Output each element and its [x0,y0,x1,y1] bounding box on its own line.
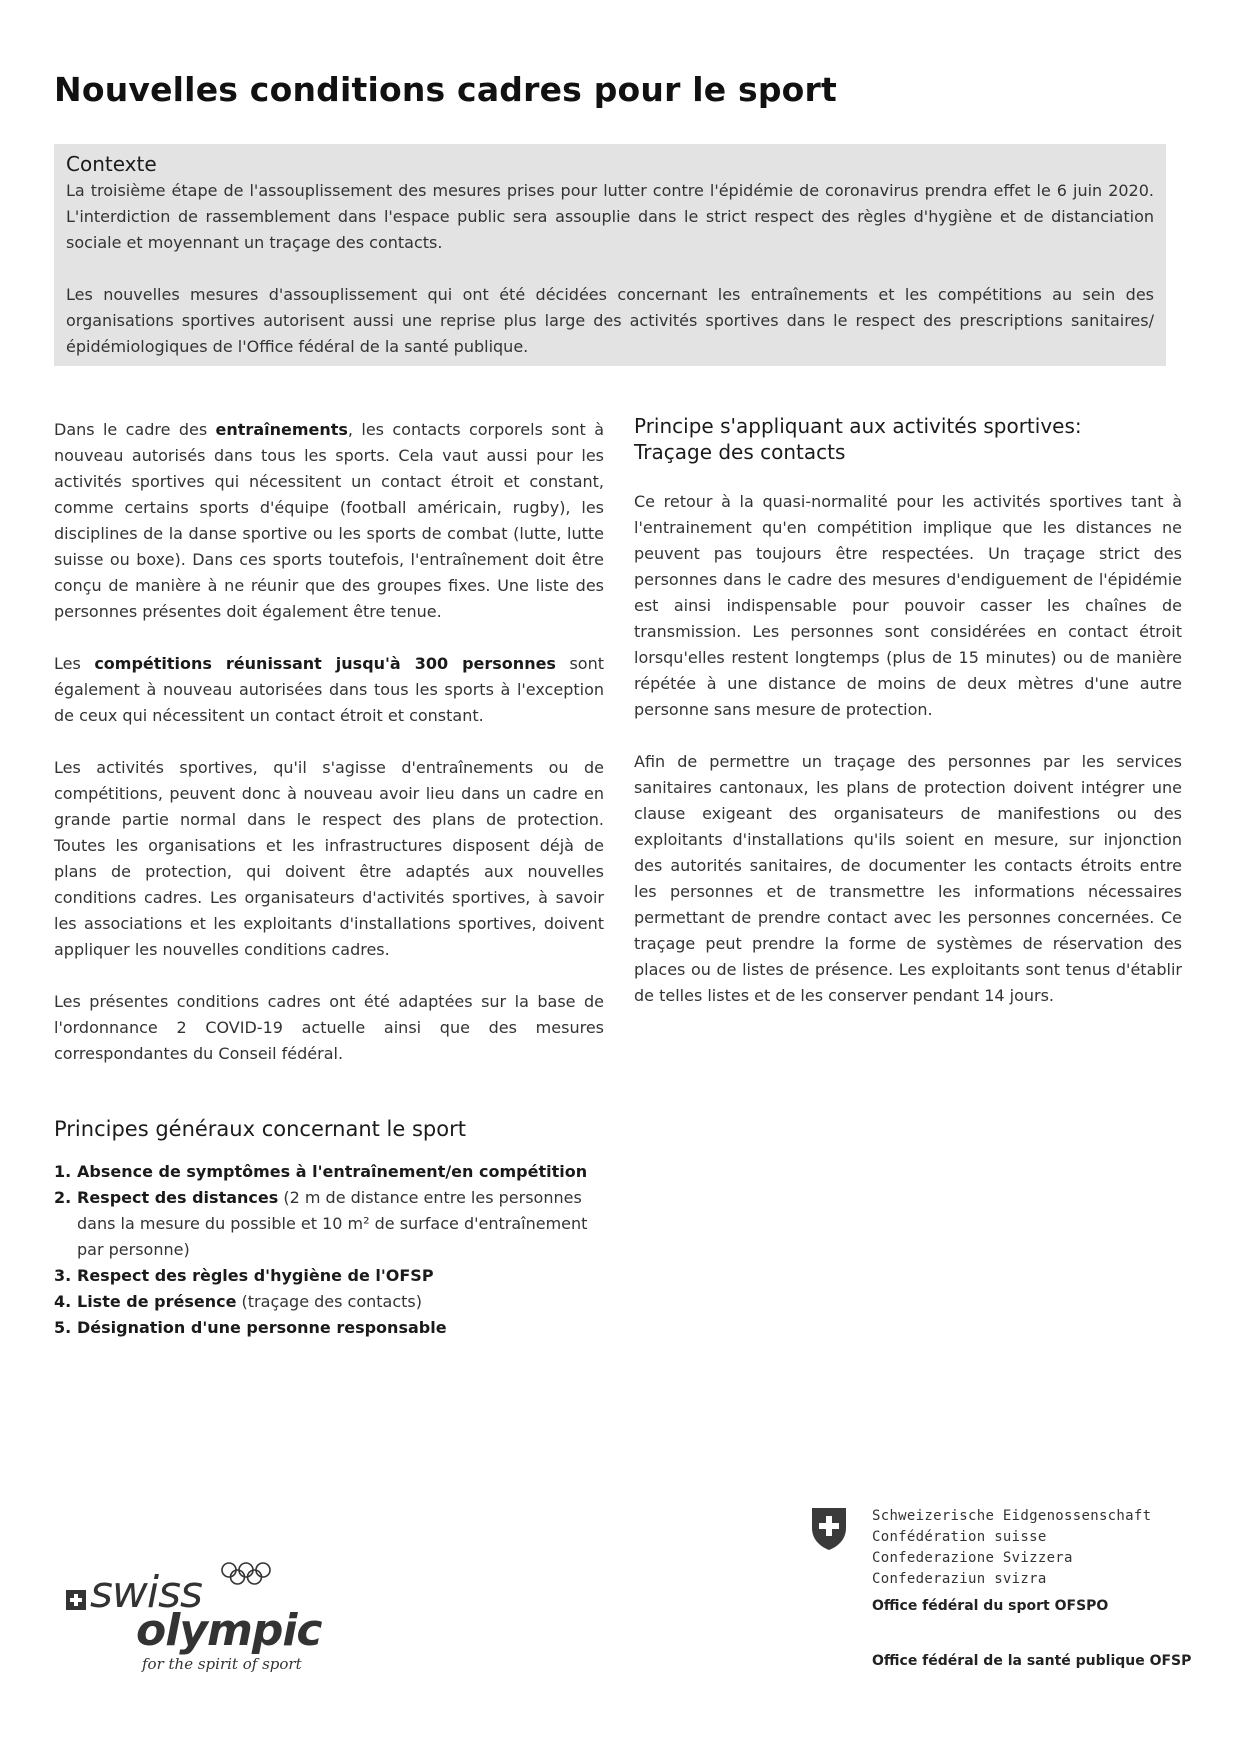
principles-heading: Principes généraux concernant le sport [54,1117,466,1141]
page-title: Nouvelles conditions cadres pour le sport [54,70,838,109]
tracing-heading-line-2: Traçage des contacts [634,440,846,464]
left-paragraph-3: Les activités sportives, qu'il s'agisse d'entraînements ou de compétitions, peuvent donc à nouveau avoir lieu dans un cadre en grande partie normal dans le respect des plans de protection. Toutes les organisations et les infrastructures disposent déjà de plans de protection, qui doivent être adaptés aux nouvelles conditions cadres. Les organisateurs d'activités sportives, à savoir les associations et les exploitants d'installations sportives, doivent appliquer les nouvelles conditions cadres. [54,758,604,959]
office-sport: Office fédéral du sport OFSPO [872,1598,1109,1614]
item-number: 4. [54,1292,72,1311]
logo-tagline: for the spirit of sport [142,1655,302,1673]
item-title: Liste de présence [77,1292,237,1311]
item-number: 5. [54,1318,72,1337]
list-item [54,1289,614,1315]
logo-word-olympic: olympic [136,1605,322,1656]
left-paragraph-1 [54,417,604,625]
swiss-cross-square-icon [66,1590,86,1610]
left-paragraph-4: Les présentes conditions cadres ont été adaptées sur la base de l'ordonnance 2 COVID-19 actuelle ainsi que des mesures correspondantes du Conseil fédéral. [54,992,604,1063]
context-paragraph-1: La troisième étape de l'assouplissement des mesures prises pour lutter contre l'épidémie de coronavirus prendra effet le 6 juin 2020. L'interdiction de rassemblement dans l'espace public sera assouplie dans le strict respect des règles d'hygiène et de distanciation sociale et moyennant un traçage des contacts. [66,181,1154,252]
list-item [54,1263,614,1289]
list-item [54,1159,614,1185]
tracing-heading-line-1: Principe s'appliquant aux activités sportives: [634,414,1082,438]
bold-term: compétitions réunissant jusqu'à 300 personnes [94,654,556,673]
general-principles [54,1117,614,1341]
logo-word-swiss: swiss [90,1567,202,1618]
right-paragraph-1: Ce retour à la quasi-normalité pour les activités sportives tant à l'entrainement qu'en compétition implique que les distances ne peuvent pas toujours être respectées. Un traçage strict des personnes dans le cadre des mesures d'endiguement de l'épidémie est ainsi indispensable pour pouvoir casser les chaînes de transmission. Les personnes sont considérées en contact étroit lorsqu'elles restent longtemps (plus de 15 minutes) ou de manière répétée à une distance de moins de deux mètres d'une autre personne sans mesure de protection. [634,492,1182,719]
list-item [54,1185,614,1263]
olympic-rings-icon [219,1561,273,1587]
principles-list [54,1159,614,1341]
right-column [634,414,1182,1035]
context-paragraph-2: Les nouvelles mesures d'assouplissement qui ont été décidées concernant les entraînements et les compétitions au sein des organisations sportives autorisent aussi une reprise plus large des activités sportives dans le respect des prescriptions sanitaires/ épidémiologiques de l'Office fédéral de la santé publique. [66,285,1154,356]
item-title: Absence de symptômes à l'entraînement/en compétition [77,1162,588,1181]
context-heading: Contexte [66,152,157,176]
item-title: Désignation d'une personne responsable [77,1318,447,1337]
item-detail: (2 m de distance entre les personnes dans la mesure du possible et 10 m² de surface d'entraînement par personne) [77,1188,588,1259]
text-run: sont également à nouveau autorisées dans tous les sports à l'exception de ceux qui nécessitent un contact étroit et constant. [54,654,605,725]
item-title: Respect des distances [77,1188,279,1207]
text-run: , les contacts corporels sont à nouveau autorisés dans tous les sports. Cela vaut aussi pour les activités sportives qui nécessitent un contact étroit et constant, comme certains sports d'équipe (football américain, rugby), les disciplines de la danse sportive ou les sports de combat (lutte, lutte suisse ou boxe). Dans ces sports toutefois, l'entraînement doit être conçu de manière à ne réunir que des groupes fixes. Une liste des personnes présentes doit également être tenue. [54,420,604,621]
list-item [54,1315,614,1341]
text-run: Les [54,654,95,673]
confederation-name-rm: Confederaziun svizra [872,1571,1047,1587]
item-title: Respect des règles d'hygiène de l'OFSP [77,1266,434,1285]
item-number: 1. [54,1162,72,1181]
bold-term: entraînements [215,420,348,439]
confederation-name-de: Schweizerische Eidgenossenschaft [872,1508,1152,1524]
confederation-name-fr: Confédération suisse [872,1529,1047,1545]
confederation-name-it: Confederazione Svizzera [872,1550,1073,1566]
item-detail: (traçage des contacts) [236,1292,422,1311]
swiss-shield-icon [810,1506,848,1552]
context-box [54,144,1166,366]
tracing-heading [634,413,1182,465]
text-run: Dans le cadre des [54,420,216,439]
item-number: 2. [54,1188,72,1207]
office-health: Office fédéral de la santé publique OFSP [872,1653,1192,1669]
right-paragraph-2: Afin de permettre un traçage des personnes par les services sanitaires cantonaux, les plans de protection doivent intégrer une clause exigeant des organisateurs de manifestions ou des exploitants d'installations qu'ils soient en mesure, sur injonction des autorités sanitaires, de documenter les contacts étroits entre les personnes et de transmettre les informations nécessaires permettant de prendre contact avec les personnes concernées. Ce traçage peut prendre la forme de systèmes de réservation des places ou de listes de présence. Les exploitants sont tenus d'établir de telles listes et de les conserver pendant 14 jours. [634,752,1182,1005]
swiss-olympic-logo [66,1555,326,1685]
confederation-names [872,1506,1151,1590]
item-number: 3. [54,1266,72,1285]
left-paragraph-2 [54,651,604,729]
left-column [54,417,604,1093]
